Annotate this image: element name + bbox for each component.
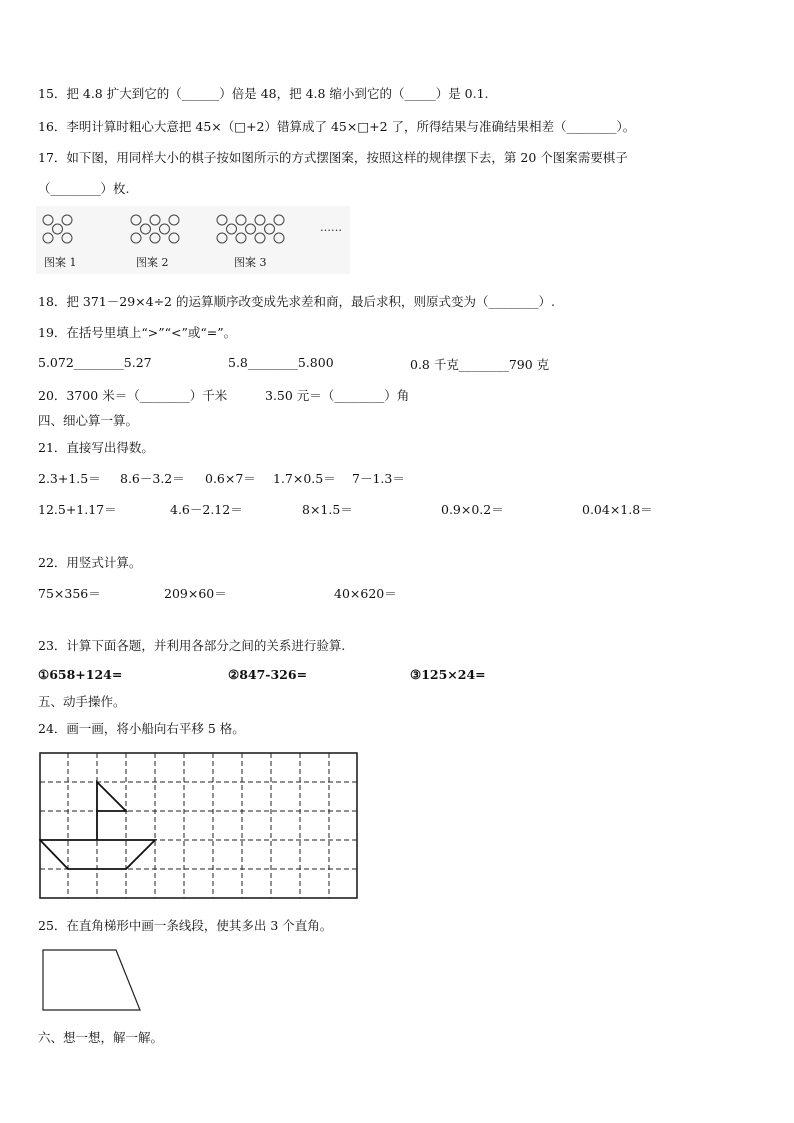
pattern-caption-1: 图案 1 [44,256,77,269]
q20-part-2: 3.50 元＝（________）角 [265,388,410,403]
question-21: 21．直接写出得数。 [38,440,154,455]
right-trapezoid [40,947,144,1013]
q21-r1-4: 1.7×0.5＝ [273,471,336,486]
question-22: 22．用竖式计算。 [38,555,142,570]
q20-part-1: 20．3700 米＝（________）千米 [38,388,228,403]
q21-r2-2: 4.6－2.12＝ [170,502,243,517]
question-15: 15．把 4.8 扩大到它的（______）倍是 48，把 4.8 缩小到它的（_____）是 0.1. [38,86,489,101]
q19-item-2: 5.8________5.800 [228,355,334,370]
q23-item-2: ②847-326= [228,667,308,682]
section-5-heading: 五、动手操作。 [38,694,126,709]
section-6-heading: 六、想一想，解一解。 [38,1030,164,1045]
question-23: 23．计算下面各题，并利用各部分之间的关系进行验算. [38,638,346,653]
q21-r2-3: 8×1.5＝ [302,502,353,517]
q21-r2-1: 12.5+1.17＝ [38,502,117,517]
q19-item-3: 0.8 千克________790 克 [410,357,550,372]
q21-r2-4: 0.9×0.2＝ [441,502,504,517]
q21-r1-2: 8.6－3.2＝ [120,471,185,486]
pattern-ellipsis: …… [320,221,342,234]
pattern-caption-2: 图案 2 [136,256,169,269]
question-25: 25．在直角梯形中画一条线段，使其多出 3 个直角。 [38,918,333,933]
q21-r1-5: 7－1.3＝ [352,471,405,486]
q21-r1-3: 0.6×7＝ [205,471,256,486]
q22-item-3: 40×620＝ [334,586,397,601]
q21-r1-1: 2.3+1.5＝ [38,471,101,486]
question-19: 19．在括号里填上“>”“<”或“=”。 [38,325,237,340]
question-18: 18．把 371－29×4÷2 的运算顺序改变成先求差和商，最后求积，则原式变为（________）. [38,294,555,309]
q19-item-1: 5.072________5.27 [38,355,152,370]
question-17-answer: （________）枚. [38,181,130,196]
chess-pattern-figure [36,206,350,274]
q22-item-2: 209×60＝ [164,586,227,601]
question-16: 16．李明计算时粗心大意把 45×（□+2）错算成了 45×□+2 了，所得结果与准确结果相差（________）。 [38,119,636,134]
boat-shape [40,782,155,869]
boat-grid [39,752,361,900]
pattern-caption-3: 图案 3 [234,256,267,269]
question-17: 17．如下图，用同样大小的棋子按如图所示的方式摆图案，按照这样的规律摆下去，第 20 个图案需要棋子 [38,150,628,165]
q22-item-1: 75×356＝ [38,586,101,601]
q23-item-1: ①658+124= [38,667,123,682]
q23-item-3: ③125×24= [410,667,486,682]
question-24: 24．画一画，将小船向右平移 5 格。 [38,721,245,736]
q21-r2-5: 0.04×1.8＝ [582,502,653,517]
section-4-heading: 四、细心算一算。 [38,413,139,428]
